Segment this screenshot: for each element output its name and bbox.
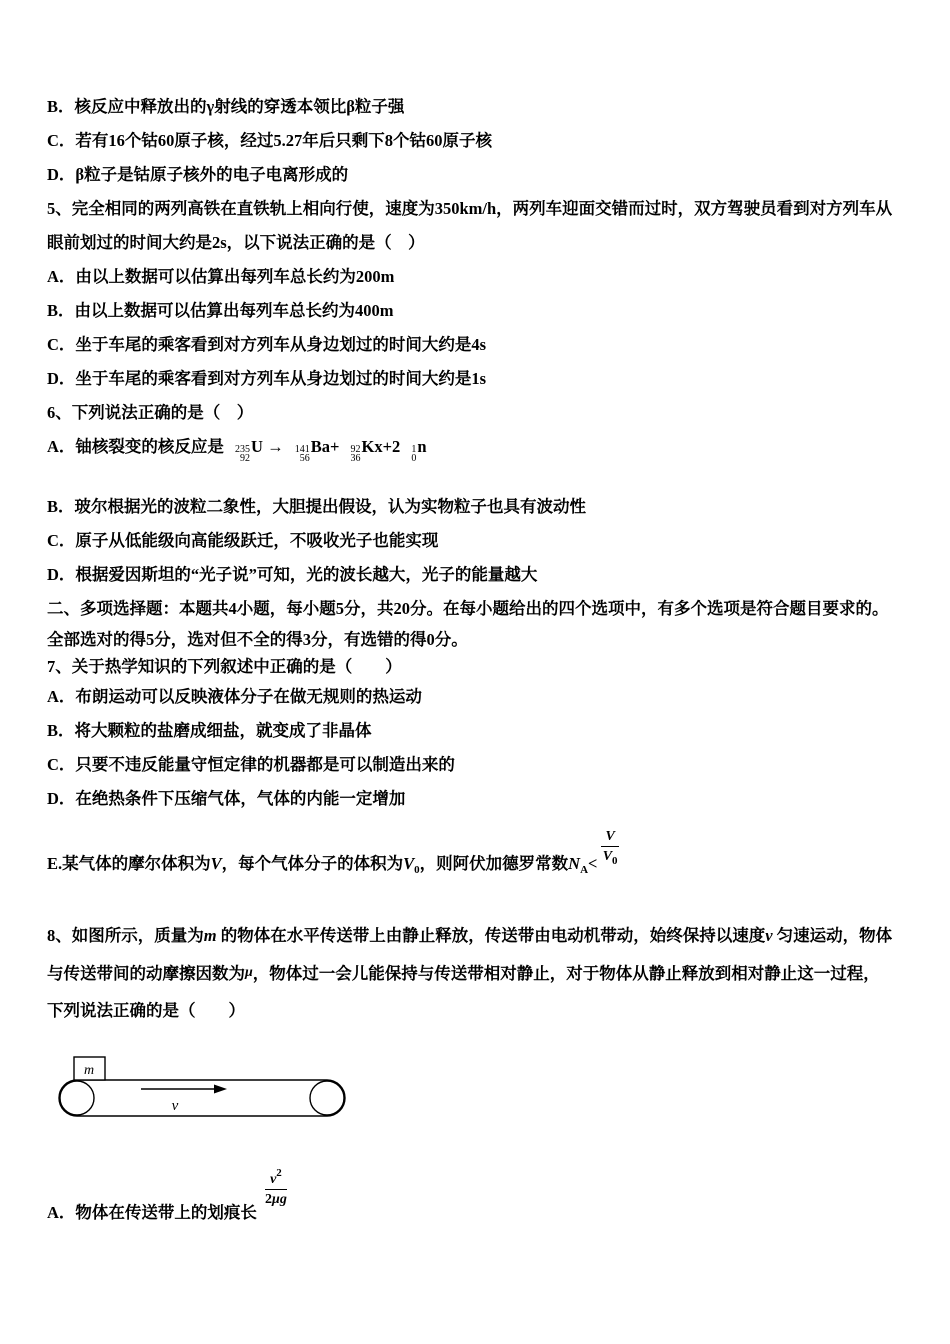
- conveyor-belt-figure: [57, 1049, 357, 1127]
- right-pulley: [310, 1081, 344, 1115]
- avogadro-var: N: [568, 854, 581, 873]
- q8-stem-line3-text: 下列说法正确的是（ ）: [47, 1001, 245, 1020]
- q7-option-e-part3: ，则阿伏加德罗常数: [419, 854, 569, 873]
- scratch-length-fraction: [265, 1165, 287, 1208]
- belt-outline: [59, 1080, 345, 1116]
- scratch-fraction-denominator: [265, 1190, 287, 1208]
- less-than-sign: <: [588, 854, 598, 873]
- left-pulley: [60, 1081, 94, 1115]
- q4-option-b-text: B．核反应中释放出的γ射线的穿透本领比β粒子强: [47, 97, 405, 116]
- kx-mass: 92: [350, 443, 361, 455]
- scratch-num-exponent: 2: [276, 1167, 282, 1179]
- velocity-arrow-head: [214, 1085, 227, 1094]
- q7-option-e-part2: ，每个气体分子的体积为: [221, 854, 404, 873]
- q7-option-a: [47, 680, 910, 714]
- neutron-symbol: n: [417, 437, 427, 456]
- q5-option-a-text: A．由以上数据可以估算出每列车总长约为200m: [47, 267, 395, 286]
- scratch-den-vars: μg: [272, 1192, 287, 1207]
- q7-option-a-text: A．布朗运动可以反映液体分子在做无规则的热运动: [47, 687, 422, 706]
- plus-sign-2: +2: [382, 437, 401, 456]
- volume-fraction-den-sub: 0: [612, 855, 618, 867]
- q7-option-e: [47, 828, 910, 891]
- scratch-fraction-numerator: [265, 1165, 287, 1190]
- neutron-prescripts: [411, 445, 416, 464]
- section2-header-line1: [47, 592, 910, 626]
- q5-option-a: [47, 260, 910, 294]
- barium-z: 56: [299, 453, 310, 464]
- uranium-symbol: U: [251, 437, 263, 456]
- block-label: m: [83, 1063, 95, 1078]
- q8-stem-line1: [47, 917, 910, 954]
- q6-option-b-text: B．玻尔根据光的波粒二象性，大胆提出假设，认为实物粒子也具有波动性: [47, 497, 587, 516]
- q6-option-a-prefix: A．铀核裂变的核反应是: [47, 437, 224, 456]
- q8-stem-line2: [47, 954, 910, 992]
- molecule-volume-var: V: [403, 854, 415, 873]
- friction-coefficient-var: μ: [245, 965, 253, 980]
- plus-sign-1: +: [329, 437, 340, 456]
- kx-symbol: Kx: [361, 437, 383, 456]
- q5-stem-line1-text: 5、完全相同的两列高铁在直铁轨上相向行使，速度为350km/h，两列车迎面交错而过时，双方驾驶员看到对方列车从: [47, 199, 893, 218]
- section2-header-line1-text: 二、多项选择题：本题共4小题，每小题5分，共20分。在每小题给出的四个选项中，有多个选项是符合题目要求的。: [47, 599, 889, 618]
- q5-stem-line2: [47, 226, 910, 260]
- velocity-label: v: [171, 1098, 179, 1114]
- q5-option-d: [47, 362, 910, 396]
- q6-option-a: [47, 430, 910, 464]
- uranium-mass: 235: [235, 443, 251, 455]
- q7-option-b: [47, 714, 910, 748]
- volume-fraction-denominator: [601, 847, 618, 870]
- reaction-arrow: →: [267, 437, 284, 456]
- q7-option-c: [47, 748, 910, 782]
- volume-fraction-numerator: V: [601, 828, 618, 847]
- q4-option-b: [47, 90, 910, 124]
- q8-stem1-part-c: 匀速运动，物体: [772, 926, 893, 945]
- barium-mass: 141: [294, 443, 310, 455]
- q5-option-d-text: D．坐于车尾的乘客看到对方列车从身边划过的时间大约是1s: [47, 369, 487, 388]
- q7-option-b-text: B．将大颗粒的盐磨成细盐，就变成了非晶体: [47, 721, 372, 740]
- q7-option-d-text: D．在绝热条件下压缩气体，气体的内能一定增加: [47, 789, 406, 808]
- q7-stem: [47, 653, 910, 680]
- q8-option-a-prefix: A．物体在传送带上的划痕长: [47, 1203, 257, 1222]
- q6-option-d: [47, 558, 910, 592]
- q6-stem-text: 6、下列说法正确的是（ ）: [47, 403, 254, 422]
- barium-prescripts: [295, 445, 310, 464]
- q7-stem-text: 7、关于热学知识的下列叙述中正确的是（ ）: [47, 657, 402, 676]
- q8-stem-line3: [47, 992, 910, 1029]
- q5-option-b: [47, 294, 910, 328]
- scratch-den-coeff: 2: [265, 1192, 273, 1207]
- section2-header-line2-text: 全部选对的得5分，选对但不全的得3分，有选错的得0分。: [47, 630, 468, 649]
- q6-option-b: [47, 490, 910, 524]
- neutron-z: 0: [411, 453, 417, 464]
- barium-symbol: Ba: [310, 437, 330, 456]
- q7-option-e-part1: E.某气体的摩尔体积为: [47, 854, 211, 873]
- kx-z: 36: [350, 453, 361, 464]
- q5-option-b-text: B．由以上数据可以估算出每列车总长约为400m: [47, 301, 394, 320]
- q5-option-c: [47, 328, 910, 362]
- volume-fraction: [601, 828, 618, 870]
- q6-option-c: [47, 524, 910, 558]
- uranium-z: 92: [240, 453, 251, 464]
- q6-stem: [47, 396, 910, 430]
- scratch-num-var: v: [270, 1172, 277, 1187]
- q8-stem2-part-b: ，物体过一会儿能保持与传送带相对静止，对于物体从静止释放到相对静止这一过程，: [252, 964, 880, 983]
- neutron-mass: 1: [411, 443, 417, 455]
- molecule-volume-sub: 0: [414, 864, 420, 876]
- q5-stem-line2-text: 眼前划过的时间大约是2s，以下说法正确的是（ ）: [47, 233, 425, 252]
- q8-stem1-part-a: 8、如图所示，质量为: [47, 926, 204, 945]
- q4-option-d: [47, 158, 910, 192]
- volume-fraction-den-var: V: [602, 849, 613, 864]
- q8-option-a: [47, 1165, 910, 1233]
- q8-figure-container: [57, 1049, 910, 1127]
- speed-var: v: [765, 926, 773, 945]
- avogadro-sub: A: [580, 864, 589, 876]
- q5-option-c-text: C．坐于车尾的乘客看到对方列车从身边划过的时间大约是4s: [47, 335, 487, 354]
- q6-option-c-text: C．原子从低能级向高能级跃迁，不吸收光子也能实现: [47, 531, 439, 550]
- q7-option-d: [47, 782, 910, 816]
- molar-volume-var: V: [210, 854, 222, 873]
- q4-option-d-text: D．β粒子是钴原子核外的电子电离形成的: [47, 165, 349, 184]
- q8-stem1-part-b: 的物体在水平传送带上由静止释放，传送带由电动机带动，始终保持以速度: [216, 926, 766, 945]
- mass-var: m: [203, 926, 217, 945]
- q5-stem-line1: [47, 192, 910, 226]
- section2-header-line2: [47, 626, 910, 653]
- q4-option-c-text: C．若有16个钴60原子核，经过5.27年后只剩下8个钴60原子核: [47, 131, 493, 150]
- kx-prescripts: [351, 445, 361, 464]
- uranium-prescripts: [235, 445, 250, 464]
- q6-option-d-text: D．根据爱因斯坦的“光子说”可知，光的波长越大，光子的能量越大: [47, 565, 538, 584]
- q7-option-c-text: C．只要不违反能量守恒定律的机器都是可以制造出来的: [47, 755, 455, 774]
- q8-stem2-part-a: 与传送带间的动摩擦因数为: [47, 964, 245, 983]
- q4-option-c: [47, 124, 910, 158]
